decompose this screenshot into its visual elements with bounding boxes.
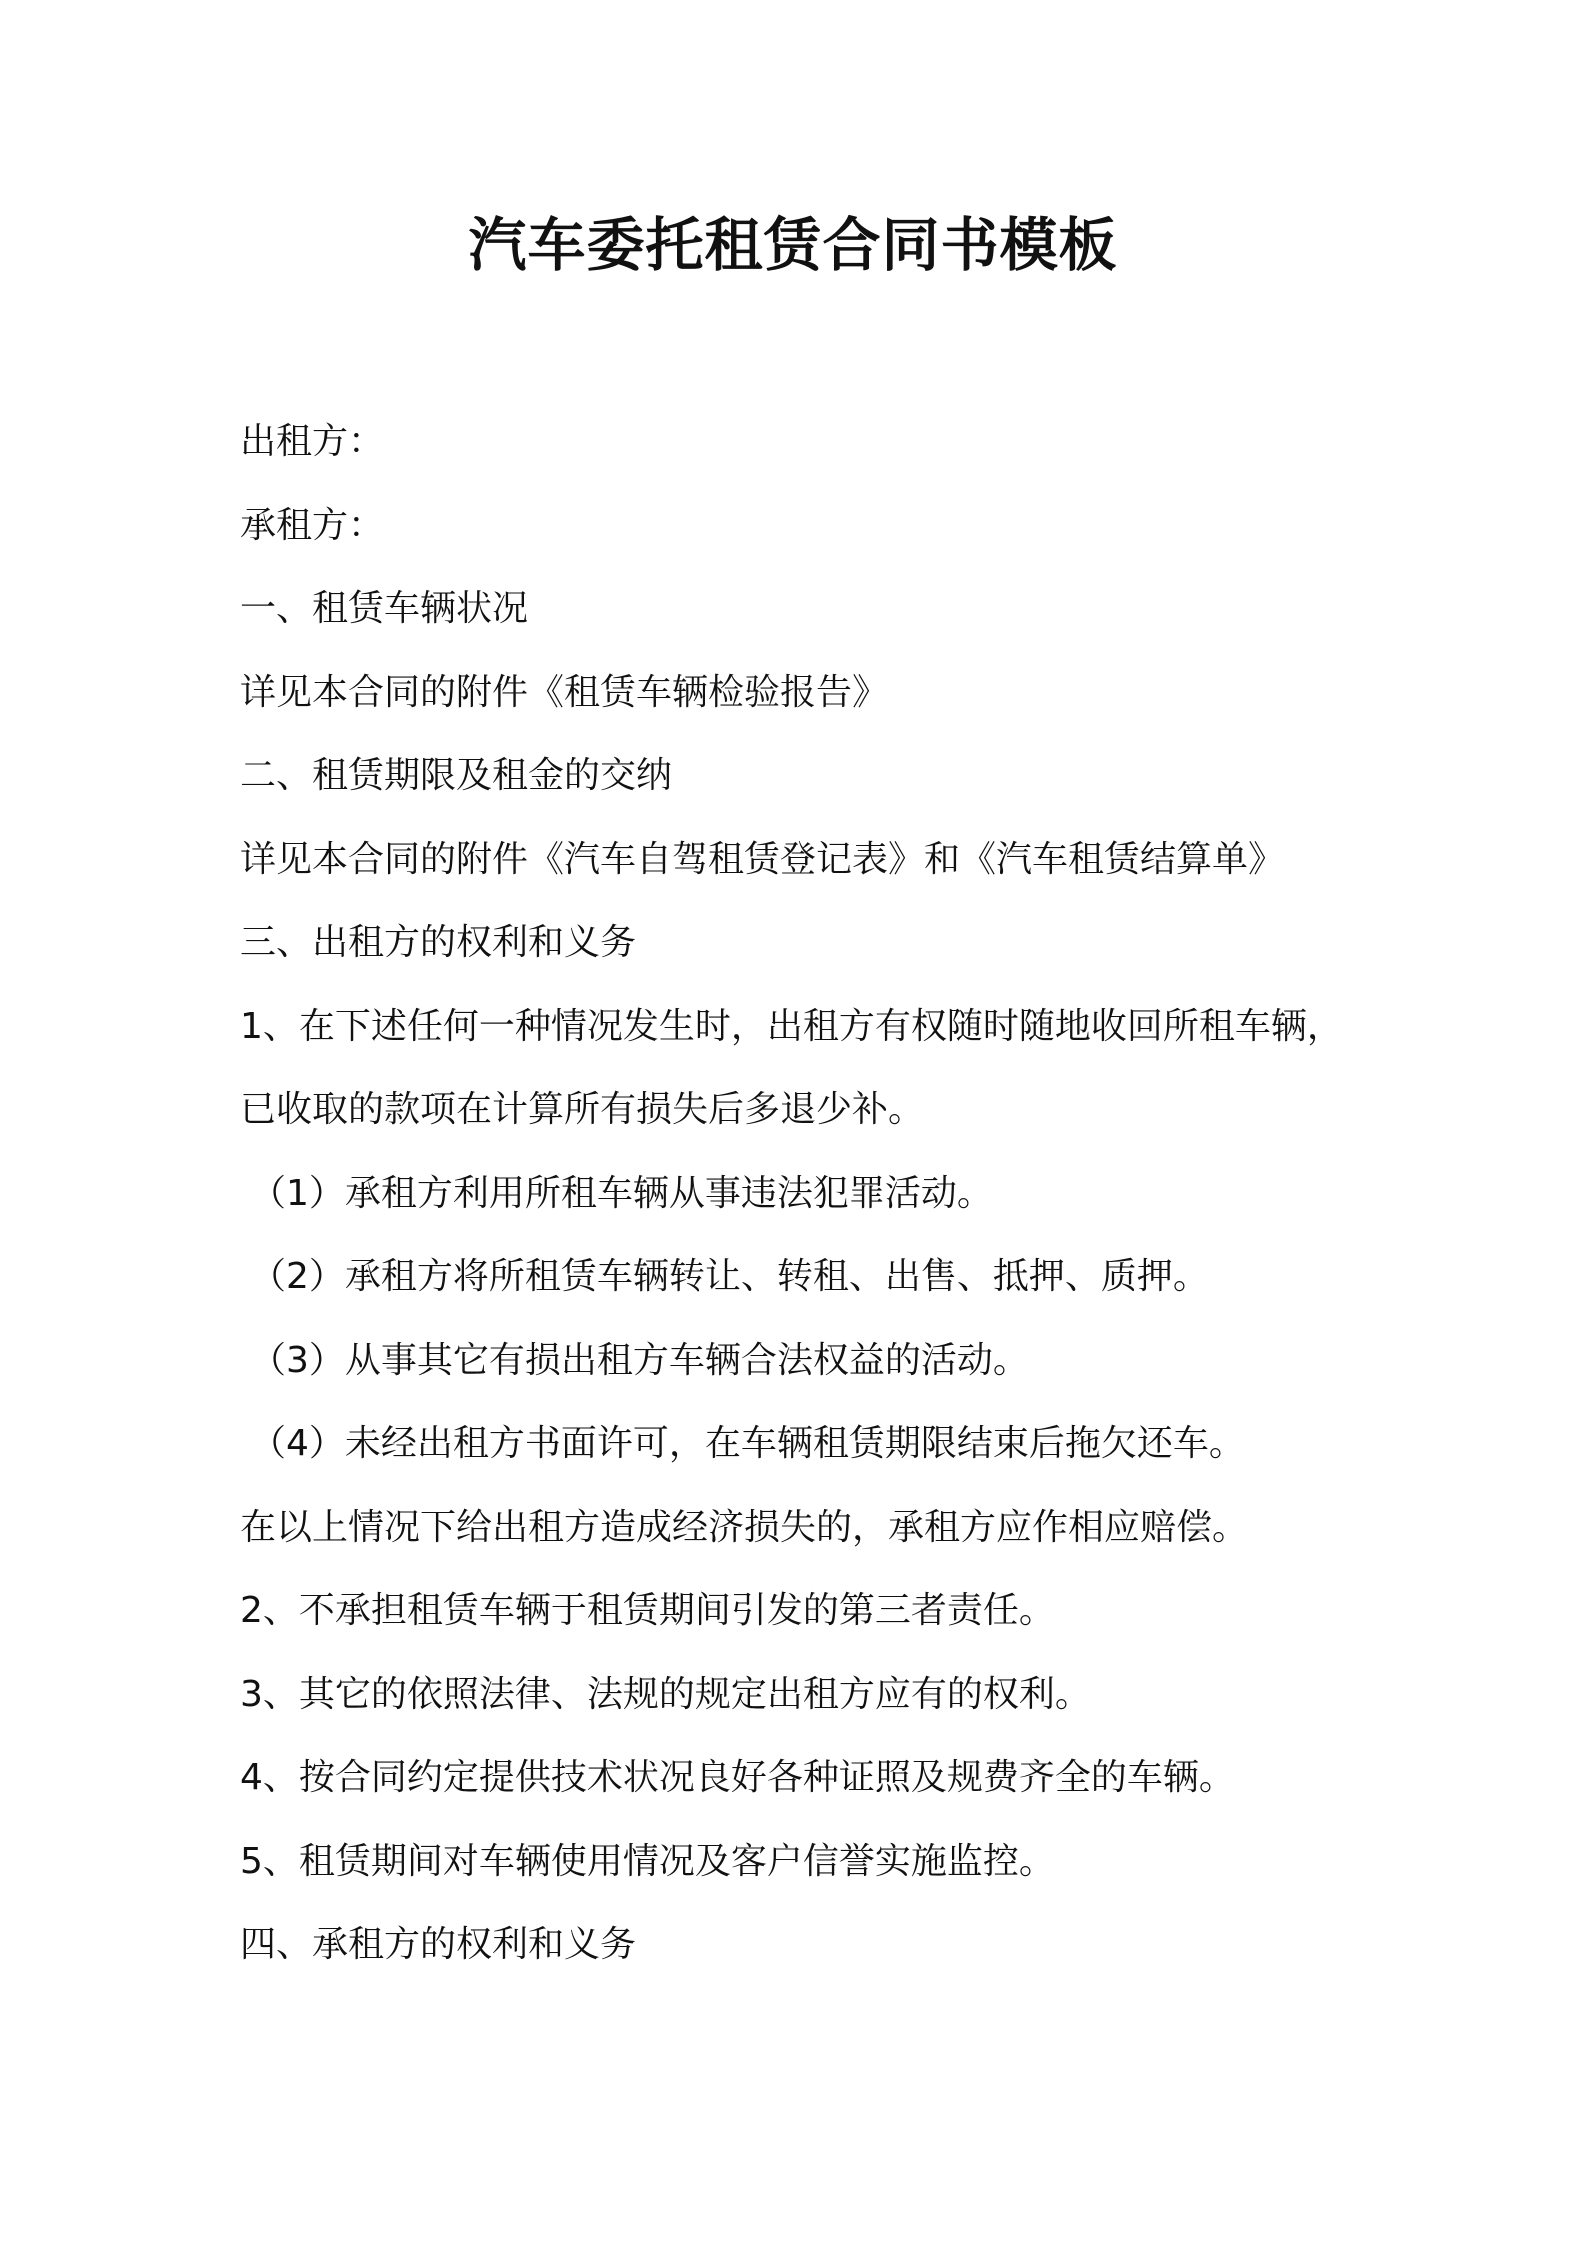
clause-line: 2、不承担租赁车辆于租赁期间引发的第三者责任。 <box>240 1590 1055 1631</box>
party-lessor-line: 出租方： <box>240 421 385 462</box>
clause-line: 4、按合同约定提供技术状况良好各种证照及规费齐全的车辆。 <box>240 1757 1235 1798</box>
clause-line: 3、其它的依照法律、法规的规定出租方应有的权利。 <box>240 1673 1091 1715</box>
sub-clause-line: （3）从事其它有损出租方车辆合法权益的活动。 <box>250 1339 1029 1381</box>
section-heading-1: 一、租赁车辆状况 <box>240 588 529 629</box>
sub-clause-line: （1）承租方利用所租车辆从事违法犯罪活动。 <box>250 1172 993 1214</box>
paragraph-line: 在以上情况下给出租方造成经济损失的，承租方应作相应赔偿。 <box>240 1506 1249 1548</box>
section-heading-4: 四、承租方的权利和义务 <box>240 1924 637 1965</box>
clause-line: 5、租赁期间对车辆使用情况及客户信誉实施监控。 <box>240 1840 1055 1882</box>
section-heading-3: 三、出租方的权利和义务 <box>240 922 637 963</box>
party-lessee-line: 承租方： <box>240 504 385 546</box>
clause-line: 已收取的款项在计算所有损失后多退少补。 <box>240 1089 925 1130</box>
document-title: 汽车委托租赁合同书模板 <box>468 211 1118 279</box>
document-body <box>240 400 1390 1987</box>
clause-line: 1、在下述任何一种情况发生时，出租方有权随时随地收回所租车辆， <box>240 1005 1343 1047</box>
sub-clause-line: （4）未经出租方书面许可，在车辆租赁期限结束后拖欠还车。 <box>250 1423 1245 1464</box>
sub-clause-line: （2）承租方将所租赁车辆转让、转租、出售、抵押、质押。 <box>250 1256 1209 1297</box>
paragraph-line: 详见本合同的附件《租赁车辆检验报告》 <box>240 671 889 713</box>
paragraph-line: 详见本合同的附件《汽车自驾租赁登记表》和《汽车租赁结算单》 <box>240 838 1285 880</box>
section-heading-2: 二、租赁期限及租金的交纳 <box>240 755 673 796</box>
